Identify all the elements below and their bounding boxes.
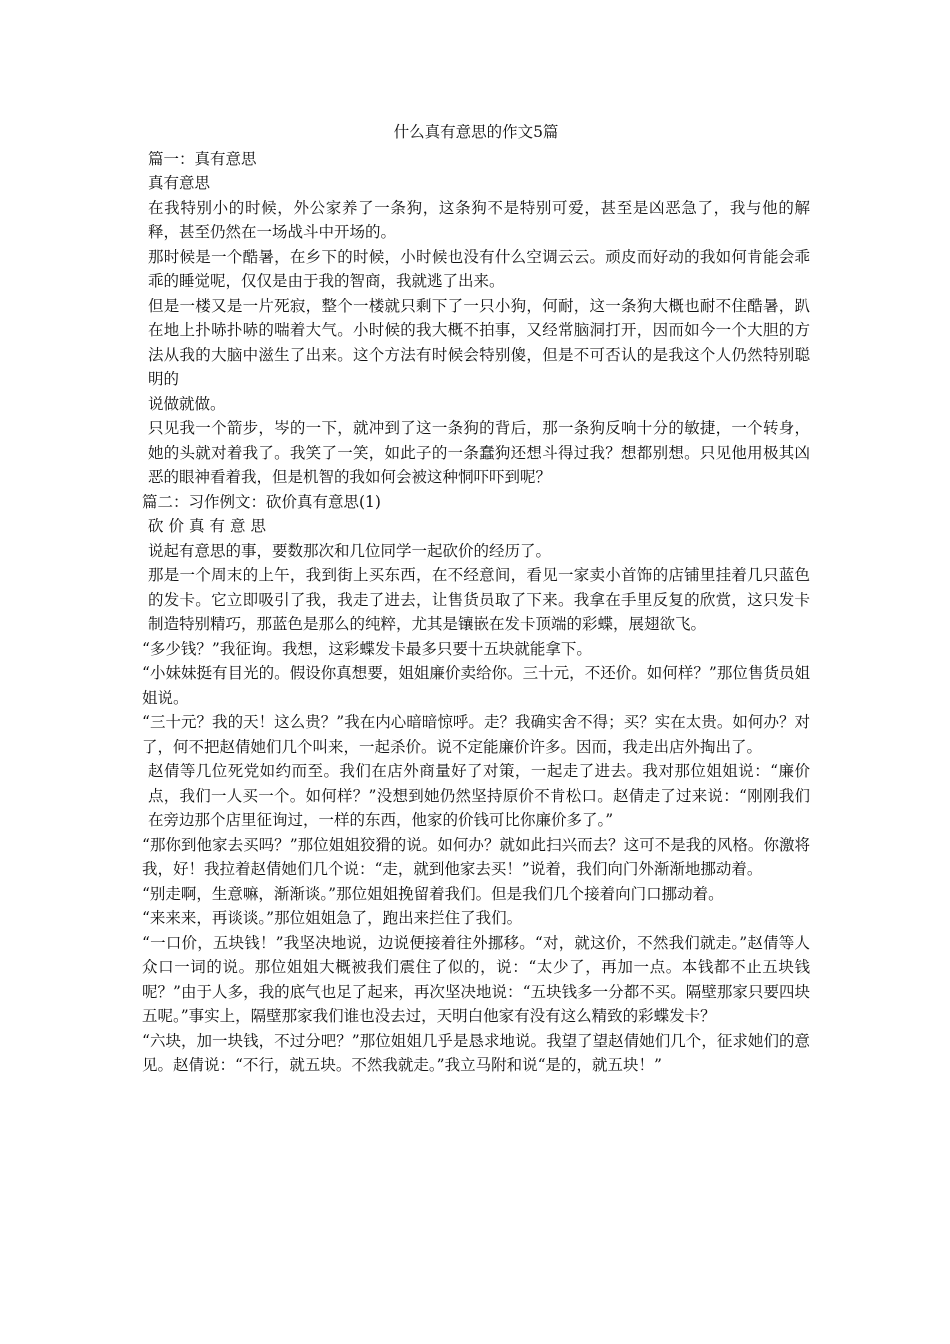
paragraph: “三十元？我的天！这么贵？”我在内心暗暗惊呼。走？我确实舍不得；买？实在太贵。如何办？对了，何不把赵倩她们几个叫来，一起杀价。说不定能廉价许多。因而，我走出店外掏出了。 — [142, 713, 810, 756]
paragraph: 赵倩等几位死党如约而至。我们在店外商量好了对策，一起走了进去。我对那位姐姐说：“廉价点，我们一人买一个。如何样？”没想到她仍然坚持原价不肯松口。赵倩走了过来说：“刚刚我们在旁边那个店里征询过，一样的东西，他家的价钱可比你廉价多了。” — [148, 762, 810, 829]
paragraph: 砍价真有意思 — [148, 517, 272, 535]
paragraph: 但是一楼又是一片死寂，整个一楼就只剩下了一只小狗，何耐，这一条狗大概也耐不住酷暑，趴在地上扑哧扑哧的喘着大气。小时候的我大概不拍事，又经常脑洞打开，因而如今一个大胆的方法从我的大脑中滋生了出来。这个方法有时候会特别傻，但是不可否认的是我这个人仍然特别聪明的 — [148, 296, 810, 388]
paragraph: “来来来，再谈谈。”那位姐姐急了，跑出来拦住了我们。 — [142, 909, 523, 927]
paragraph: 篇二：习作例文：砍价真有意思(1) — [142, 492, 381, 511]
paragraph: 说起有意思的事，要数那次和几位同学一起砍价的经历了。 — [148, 541, 552, 560]
document-title: 什么真有意思的作文5篇 — [393, 123, 559, 141]
paragraph: “那你到他家去买吗？”那位姐姐狡猾的说。如何办？就如此扫兴而去？这可不是我的风格。你激将我，好！我拉着赵倩她们几个说：“走，就到他家去买！”说着，我们向门外渐渐地挪动着。 — [142, 835, 810, 878]
paragraph: “一口价，五块钱！”我坚决地说，边说便接着往外挪移。“对，就这价，不然我们就走。”赵倩等人众口一词的说。那位姐姐大概被我们震住了似的，说：“太少了，再加一点。本钱都不止五块钱呢？”由于人多，我的底气也足了起来，再次坚决地说：“五块钱多一分都不买。隔壁那家只要四块五呢。”事实上，隔壁那家我们谁也没去过，天明白他家有没有这么精致的彩蝶发卡？ — [142, 933, 810, 1025]
paragraph: 那时候是一个酷暑，在乡下的时候，小时候也没有什么空调云云。顽皮而好动的我如何肯能会乖乖的睡觉呢，仅仅是由于我的智商，我就逃了出来。 — [148, 247, 810, 290]
paragraph: 真有意思 — [148, 174, 211, 192]
paragraph: 说做就做。 — [148, 394, 226, 413]
paragraph: 那是一个周末的上午，我到街上买东西，在不经意间，看见一家卖小首饰的店铺里挂着几只蓝色的发卡。它立即吸引了我，我走了进去，让售货员取了下来。我拿在手里反复的欣赏，这只发卡制造特别精巧，那蓝色是那么的纯粹，尤其是镶嵌在发卡顶端的彩蝶，展翅欲飞。 — [148, 566, 810, 633]
paragraph: “六块，加一块钱，不过分吧？”那位姐姐几乎是恳求地说。我望了望赵倩她们几个，征求她们的意见。赵倩说：“不行，就五块。不然我就走。”我立马附和说“是的，就五块！” — [142, 1031, 810, 1074]
paragraph: 只见我一个箭步，岑的一下，就冲到了这一条狗的背后，那一条狗反响十分的敏捷，一个转身，她的头就对着我了。我笑了一笑，如此子的一条蠢狗还想斗得过我？想都别想。只见他用极其凶恶的眼神看着我，但是机智的我如何会被这种恫吓吓到呢？ — [148, 419, 810, 486]
paragraph: “别走啊，生意嘛，渐渐谈。”那位姐姐挽留着我们。但是我们几个接着向门口挪动着。 — [142, 884, 724, 903]
document-page — [142, 120, 810, 1078]
paragraph: 篇一：真有意思 — [148, 149, 257, 168]
paragraph: 在我特别小的时候，外公家养了一条狗，这条狗不是特别可爱，甚至是凶恶急了，我与他的解释，甚至仍然在一场战斗中开场的。 — [148, 198, 810, 241]
paragraph: “多少钱？”我征询。我想，这彩蝶发卡最多只要十五块就能拿下。 — [142, 639, 592, 658]
paragraph: “小妹妹挺有目光的。假设你真想要，姐姐廉价卖给你。三十元，不还价。如何样？”那位售货员姐姐说。 — [142, 664, 810, 707]
document-body — [142, 147, 810, 1078]
